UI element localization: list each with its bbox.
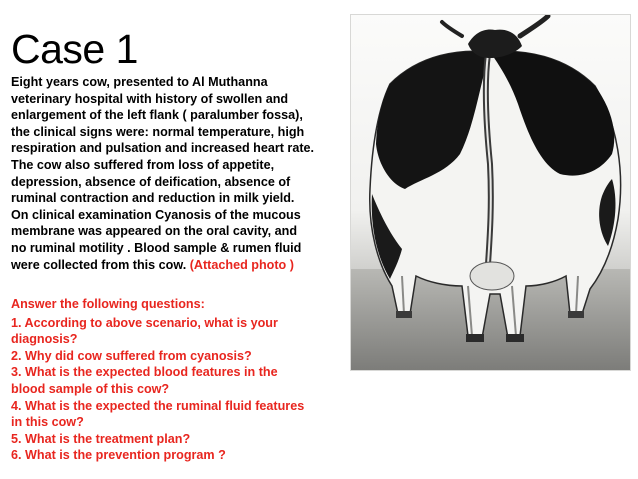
scenario-line: depression, absence of deification, absence of	[11, 174, 291, 189]
scenario-line: no ruminal motility . Blood sample & rumen fluid	[11, 240, 302, 255]
questions-list	[11, 315, 346, 464]
scenario-line: veterinary hospital with history of swollen and	[11, 91, 289, 106]
scenario-line: respiration and pulsation and increased heart rate.	[11, 141, 315, 156]
scenario-line: were collected from this cow.	[11, 257, 187, 272]
cow-photo-icon	[350, 14, 631, 371]
question-line: 6. What is the prevention program ?	[11, 448, 226, 463]
case-title: Case 1	[11, 26, 138, 72]
scenario-last-line	[11, 257, 341, 274]
case-scenario	[11, 74, 341, 273]
attached-photo-note: (Attached photo )	[189, 257, 294, 272]
questions-section	[11, 296, 346, 464]
scenario-line: On clinical examination Cyanosis of the mucous	[11, 207, 301, 222]
question-line: diagnosis?	[11, 332, 78, 347]
question-line: 5. What is the treatment plan?	[11, 431, 191, 446]
scenario-line: membrane was appeared on the oral cavity, and	[11, 224, 298, 239]
scenario-line: ruminal contraction and reduction in milk yield.	[11, 191, 295, 206]
question-line: in this cow?	[11, 415, 84, 430]
questions-heading: Answer the following questions:	[11, 297, 205, 311]
question-line: blood sample of this cow?	[11, 381, 170, 396]
scenario-line: The cow also suffered from loss of appetite,	[11, 157, 275, 172]
question-line: 4. What is the expected the ruminal fluid features	[11, 398, 305, 413]
question-line: 1. According to above scenario, what is your	[11, 315, 278, 330]
question-line: 3. What is the expected blood features in the	[11, 365, 278, 380]
cow-photo	[350, 14, 631, 371]
question-line: 2. Why did cow suffered from cyanosis?	[11, 348, 252, 363]
scenario-line: Eight years cow, presented to Al Muthanna	[11, 75, 268, 89]
scenario-line: the clinical signs were: normal temperature, high	[11, 124, 305, 139]
scenario-line: enlargement of the left flank ( paralumber fossa),	[11, 108, 303, 123]
